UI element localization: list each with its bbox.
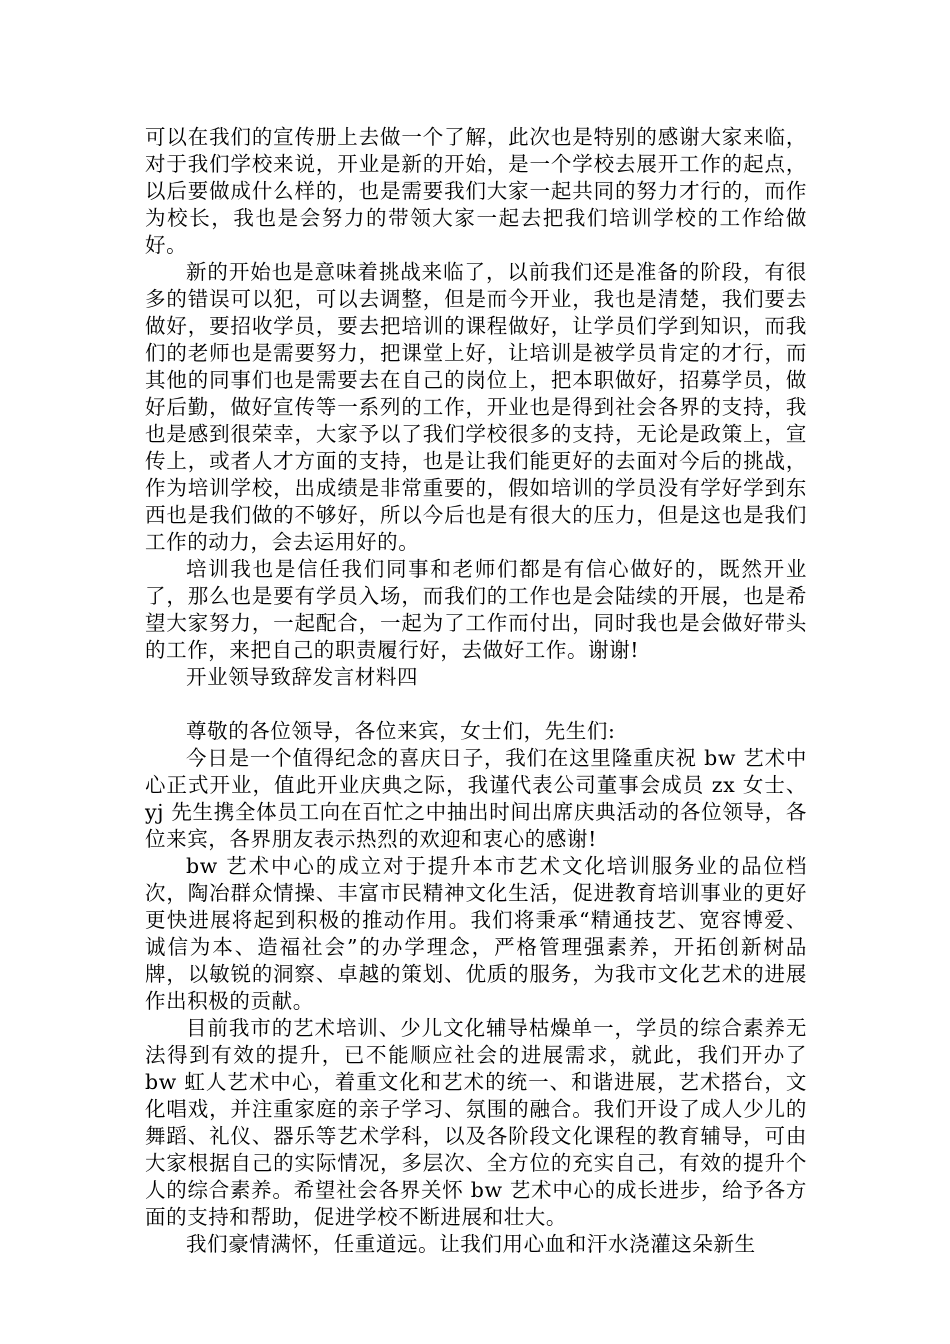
paragraph-8: 我们豪情满怀，任重道远。让我们用心血和汗水浇灌这朵新生 [186,1232,756,1256]
section-heading: 开业领导致辞发言材料四 [186,665,419,689]
salutation: 尊敬的各位领导，各位来宾，女士们，先生们: [186,719,616,743]
paragraph-7: 目前我市的艺术培训、少儿文化辅导枯燥单一，学员的综合素养无法得到有效的提升，已不能顺应社会的进展需求，就此，我们开办了 bw 虹人艺术中心，着重文化和艺术的统一、和谐进展，艺术搭台，文化唱戏，并注重家庭的亲子学习、氛围的融合。我们开设了成人少儿的舞蹈、礼仪、器乐等艺术学科，以及各阶段文化课程的教育辅导，可由大家根据自己的实际情况，多层次、全方位的充实自己，有效的提升个人的综合素养。希望社会各界关怀 bw 艺术中心的成长进步，给予各方面的支持和帮助，促进学校不断进展和壮大。 [145,1016,807,1229]
document-page [145,124,807,1258]
paragraph-5: 今日是一个值得纪念的喜庆日子，我们在这里隆重庆祝 bw 艺术中心正式开业，值此开业庆典之际，我谨代表公司董事会成员 zx 女士、yj 先生携全体员工向在百忙之中抽出时间出席庆典活动的各位领导，各位来宾，各界朋友表示热烈的欢迎和衷心的感谢! [145,746,807,851]
paragraph-2: 新的开始也是意味着挑战来临了，以前我们还是准备的阶段，有很多的错误可以犯，可以去调整，但是而今开业，我也是清楚，我们要去做好，要招收学员，要去把培训的课程做好，让学员们学到知识，而我们的老师也是需要努力，把课堂上好，让培训是被学员肯定的才行，而其他的同事们也是需要去在自己的岗位上，把本职做好，招募学员，做好后勤，做好宣传等一系列的工作，开业也是得到社会各界的支持，我也是感到很荣幸，大家予以了我们学校很多的支持，无论是政策上，宣传上，或者人才方面的支持，也是让我们能更好的去面对今后的挑战，作为培训学校，出成绩是非常重要的，假如培训的学员没有学好学到东西也是我们做的不够好，所以今后也是有很大的压力，但是这也是我们工作的动力，会去运用好的。 [145,260,807,554]
blank-line [145,691,807,718]
paragraph-1: 可以在我们的宣传册上去做一个了解，此次也是特别的感谢大家来临，对于我们学校来说，开业是新的开始，是一个学校去展开工作的起点，以后要做成什么样的，也是需要我们大家一起共同的努力才行的，而作为校长，我也是会努力的带领大家一起去把我们培训学校的工作给做好。 [145,125,807,257]
paragraph-6: bw 艺术中心的成立对于提升本市艺术文化培训服务业的品位档次，陶冶群众情操、丰富市民精神文化生活，促进教育培训事业的更好更快进展将起到积极的推动作用。我们将秉承“精通技艺、宽容博爱、诚信为本、造福社会”的办学理念，严格管理强素养，开拓创新树品牌，以敏锐的洞察、卓越的策划、优质的服务，为我市文化艺术的进展作出积极的贡献。 [145,854,807,1013]
paragraph-3: 培训我也是信任我们同事和老师们都是有信心做好的，既然开业了，那么也是要有学员入场，而我们的工作也是会陆续的开展，也是希望大家努力，一起配合，一起为了工作而付出，同时我也是会做好带头的工作，来把自己的职责履行好，去做好工作。谢谢! [145,557,807,662]
